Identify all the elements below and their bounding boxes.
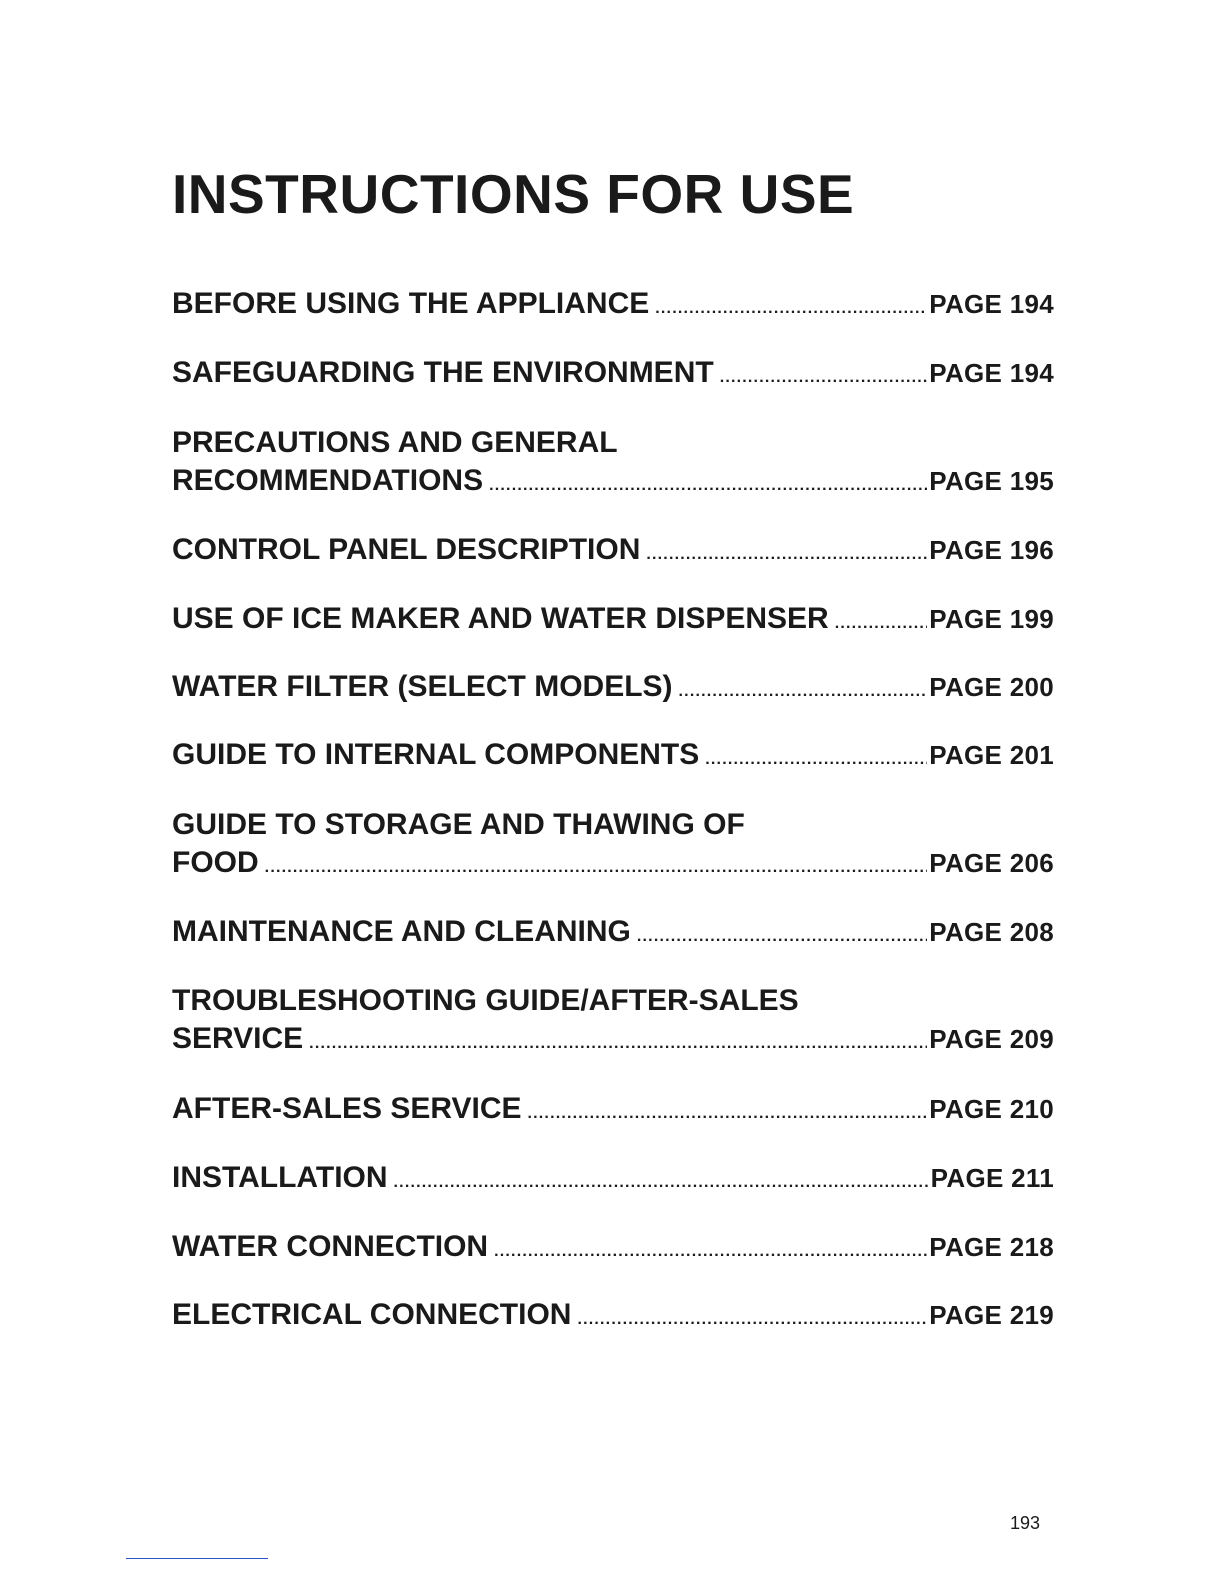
toc-entry-page: PAGE 209 xyxy=(929,1024,1054,1054)
toc-dot-leader xyxy=(655,290,927,328)
toc-entry-label: BEFORE USING THE APPLIANCE xyxy=(172,287,650,320)
toc-entry-label-line1: GUIDE TO STORAGE AND THAWING OF xyxy=(172,808,745,841)
toc-entry-label: WATER CONNECTION xyxy=(172,1230,489,1263)
toc-entry-before-using[interactable] xyxy=(172,285,1054,328)
toc-entry-water-filter[interactable] xyxy=(172,668,1054,711)
toc-entry-ice-maker[interactable] xyxy=(172,600,1054,643)
toc-entry-maintenance[interactable] xyxy=(172,913,1054,956)
toc-entry-label: GUIDE TO INTERNAL COMPONENTS xyxy=(172,738,700,771)
toc-dot-leader xyxy=(265,849,928,887)
toc-entry-page: PAGE 218 xyxy=(929,1232,1054,1262)
toc-entry-page: PAGE 195 xyxy=(929,466,1054,496)
toc-dot-leader xyxy=(679,673,928,711)
toc-entry-label: MAINTENANCE AND CLEANING xyxy=(172,915,631,948)
toc-dot-leader xyxy=(394,1164,929,1202)
toc-entry-internal-components[interactable] xyxy=(172,736,1054,779)
toc-entry-label: USE OF ICE MAKER AND WATER DISPENSER xyxy=(172,602,829,635)
footer-rule xyxy=(126,1558,268,1559)
toc-entry-page: PAGE 196 xyxy=(929,535,1054,565)
toc-entry-label: AFTER-SALES SERVICE xyxy=(172,1092,522,1125)
toc-entry-page: PAGE 201 xyxy=(929,740,1054,770)
toc-entry-safeguarding-environment[interactable] xyxy=(172,354,1054,397)
toc-dot-leader xyxy=(489,467,927,505)
toc-entry-control-panel[interactable] xyxy=(172,531,1054,574)
toc-entry-label: ELECTRICAL CONNECTION xyxy=(172,1298,572,1331)
toc-entry-water-connection[interactable] xyxy=(172,1228,1054,1271)
toc-dot-leader xyxy=(577,1301,927,1339)
toc-entry-page: PAGE 219 xyxy=(929,1300,1054,1330)
page-title: INSTRUCTIONS FOR USE xyxy=(172,163,855,225)
toc-dot-leader xyxy=(835,605,928,643)
toc-entry-page: PAGE 210 xyxy=(929,1094,1054,1124)
toc-entry-label-line2: RECOMMENDATIONS xyxy=(172,464,484,497)
toc-dot-leader xyxy=(646,536,927,574)
toc-entry-page: PAGE 206 xyxy=(929,848,1054,878)
toc-entry-label: INSTALLATION xyxy=(172,1161,388,1194)
toc-entry-installation[interactable] xyxy=(172,1159,1054,1202)
toc-entry-page: PAGE 194 xyxy=(929,289,1054,319)
toc-dot-leader xyxy=(705,741,927,779)
toc-entry-after-sales[interactable] xyxy=(172,1090,1054,1133)
toc-entry-precautions[interactable] xyxy=(172,424,1054,505)
toc-entry-label: CONTROL PANEL DESCRIPTION xyxy=(172,533,641,566)
toc-entry-page: PAGE 200 xyxy=(929,672,1054,702)
toc-entry-page: PAGE 199 xyxy=(929,604,1054,634)
toc-dot-leader xyxy=(494,1233,927,1271)
toc-entry-page: PAGE 208 xyxy=(929,917,1054,947)
toc-dot-leader xyxy=(309,1025,927,1063)
toc-entry-label: SAFEGUARDING THE ENVIRONMENT xyxy=(172,356,714,389)
toc-entry-label: WATER FILTER (SELECT MODELS) xyxy=(172,670,673,703)
toc-dot-leader xyxy=(637,918,927,956)
toc-entry-label-line1: TROUBLESHOOTING GUIDE/AFTER-SALES xyxy=(172,984,799,1017)
toc-entry-troubleshooting[interactable] xyxy=(172,982,1054,1063)
toc-entry-storage-thawing[interactable] xyxy=(172,806,1054,887)
toc-entry-page: PAGE 211 xyxy=(930,1163,1054,1193)
toc-entry-label-line2: SERVICE xyxy=(172,1022,304,1055)
toc-entry-page: PAGE 194 xyxy=(929,358,1054,388)
toc-entry-label-line1: PRECAUTIONS AND GENERAL xyxy=(172,426,618,459)
toc-dot-leader xyxy=(528,1095,928,1133)
toc-entry-label-line2: FOOD xyxy=(172,846,259,879)
toc-entry-electrical-connection[interactable] xyxy=(172,1296,1054,1339)
page-number: 193 xyxy=(1010,1513,1041,1533)
toc-dot-leader xyxy=(720,359,928,397)
